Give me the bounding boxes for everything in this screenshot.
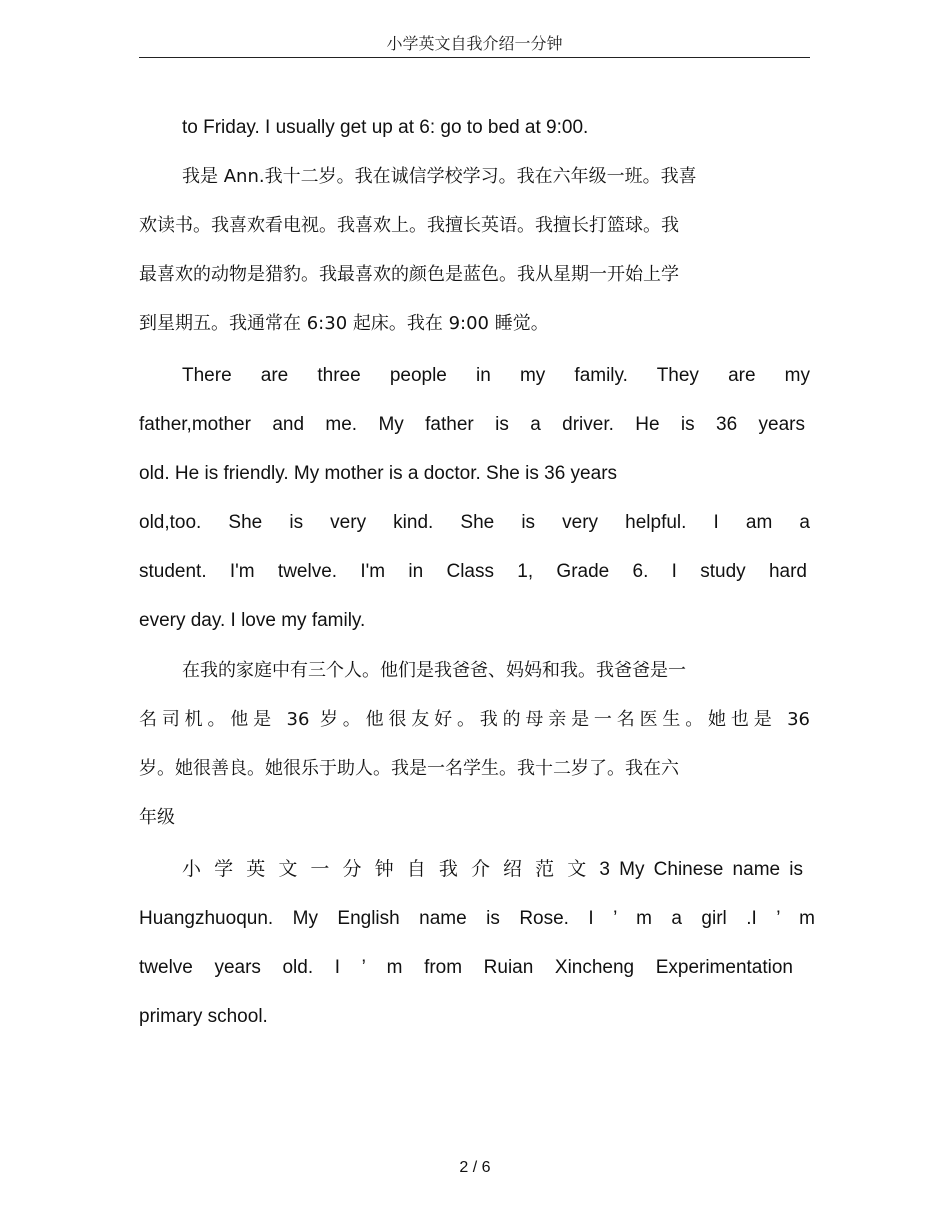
text-line-15: 年级 bbox=[139, 807, 175, 828]
text-line-14: 岁。她很善良。她很乐于助人。我是一名学生。我十二岁了。我在六 bbox=[139, 758, 679, 779]
text-line-9: old,too. She is very kind. She is very helpful. I am a bbox=[139, 512, 810, 533]
text-line-12: 在我的家庭中有三个人。他们是我爸爸、妈妈和我。我爸爸是一 bbox=[182, 660, 686, 681]
text-line-17: Huangzhuoqun. My English name is Rose. I ’ m a girl .I ’ m bbox=[139, 908, 815, 929]
text-line-7: father,mother and me. My father is a driver. He is 36 years bbox=[139, 414, 805, 435]
text-line-4: 最喜欢的动物是猎豹。我最喜欢的颜色是蓝色。我从星期一开始上学 bbox=[139, 264, 679, 285]
text-line-18: twelve years old. I ’ m from Ruian Xincheng Experimentation bbox=[139, 957, 793, 978]
text-line-16: 小 学 英 文 一 分 钟 自 我 介 绍 范 文 3 My Chinese name is bbox=[182, 859, 803, 880]
text-line-19: primary school. bbox=[139, 1006, 268, 1027]
page-number: 2 / 6 bbox=[459, 1159, 491, 1176]
text-line-1: to Friday. I usually get up at 6: go to bed at 9:00. bbox=[182, 117, 589, 138]
text-line-13: 名司机。他是 36 岁。他很友好。我的母亲是一名医生。她也是 36 bbox=[139, 709, 810, 730]
text-line-8: old. He is friendly. My mother is a doctor. She is 36 years bbox=[139, 463, 618, 484]
page-header-title: 小学英文自我介绍一分钟 bbox=[386, 34, 563, 53]
text-line-10: student. I'm twelve. I'm in Class 1, Grade 6. I study hard bbox=[139, 561, 807, 582]
text-line-3: 欢读书。我喜欢看电视。我喜欢上。我擅长英语。我擅长打篮球。我 bbox=[139, 215, 679, 236]
text-line-5: 到星期五。我通常在 6:30 起床。我在 9:00 睡觉。 bbox=[139, 313, 549, 334]
text-line-6: There are three people in my family. They are my bbox=[182, 365, 810, 386]
text-line-2: 我是 Ann.我十二岁。我在诚信学校学习。我在六年级一班。我喜 bbox=[182, 166, 697, 187]
header-divider bbox=[139, 57, 810, 58]
text-line-11: every day. I love my family. bbox=[139, 610, 366, 631]
